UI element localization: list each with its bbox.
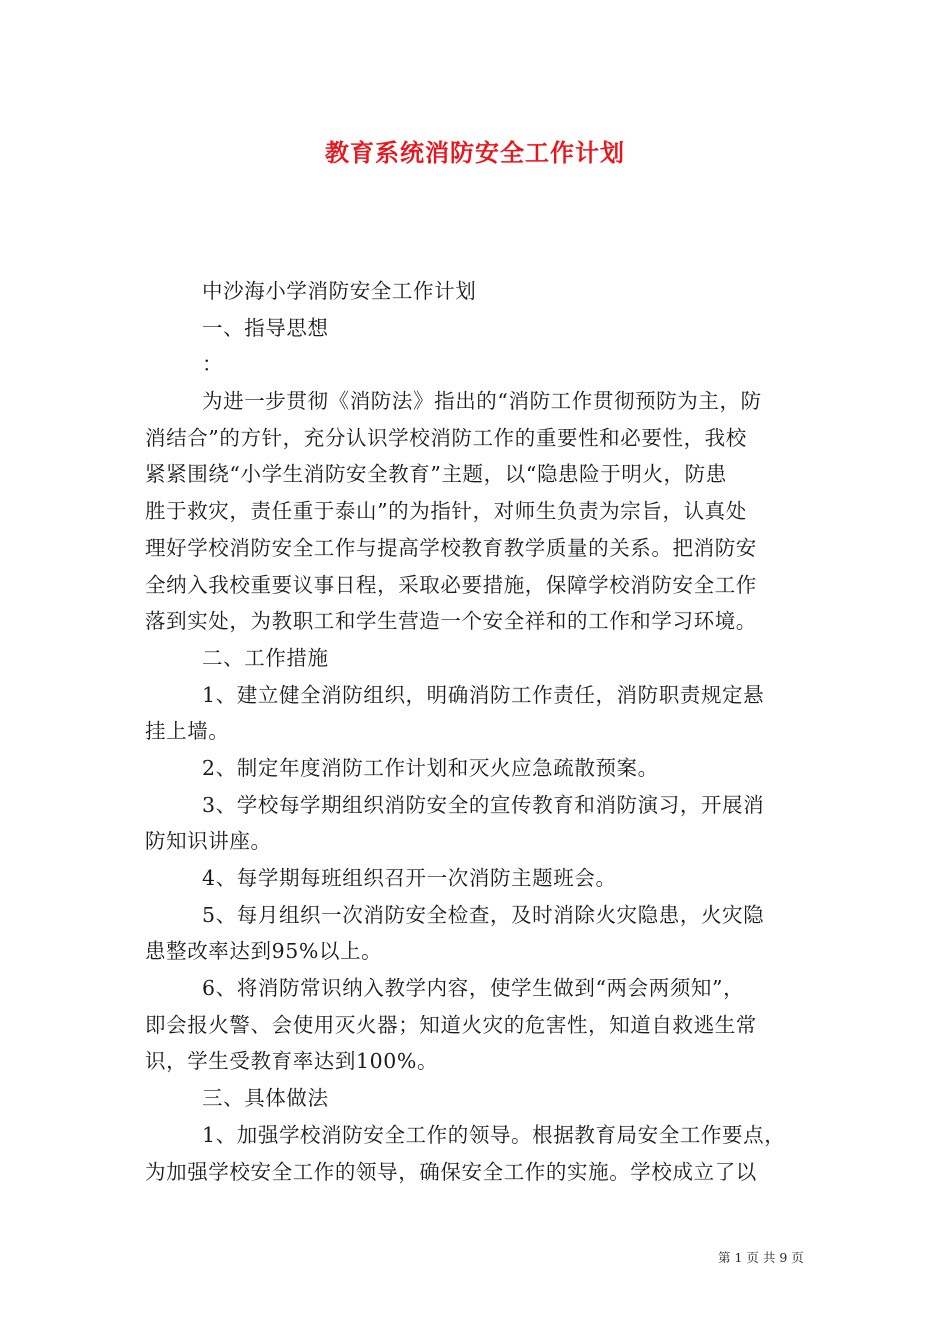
paragraph [145,383,815,640]
text-line: 即会报火警、会使用灭火器；知道火灾的危害性，知道自救逃生常 [145,1012,757,1037]
paragraph [145,750,815,787]
paragraph [145,273,815,310]
text-line: 为加强学校安全工作的领导，确保安全工作的实施。学校成立了以 [145,1159,757,1184]
text-line: ： [202,352,224,377]
text-line: 理好学校消防安全工作与提高学校教育教学质量的关系。把消防安 [145,535,757,560]
text-line: 三、具体做法 [202,1086,329,1111]
paragraph [145,1117,815,1190]
text-line: 识，学生受教育率达到100%。 [145,1049,439,1074]
text-line: 挂上墙。 [145,719,230,744]
text-line: 一、指导思想 [202,315,329,340]
paragraph [145,970,815,1080]
paragraph [145,787,815,860]
text-line: 消结合”的方针，充分认识学校消防工作的重要性和必要性，我校 [145,425,747,450]
text-line: 全纳入我校重要议事日程，采取必要措施，保障学校消防安全工作 [145,572,757,597]
text-line: 二、工作措施 [202,645,329,670]
text-line: 1、建立健全消防组织，明确消防工作责任，消防职责规定悬 [202,682,765,707]
paragraph [145,897,815,970]
text-line: 患整改率达到95%以上。 [145,939,383,964]
text-line: 4、每学期每班组织召开一次消防主题班会。 [202,866,617,890]
document-title: 教育系统消防安全工作计划 [325,138,625,167]
text-line: 为进一步贯彻《消防法》指出的“消防工作贯彻预防为主，防 [202,389,762,414]
text-line: 5、每月组织一次消防安全检查，及时消除火灾隐患，火灾隐 [202,902,765,927]
paragraph [145,677,815,750]
text-line: 落到实处，为教职工和学生营造一个安全祥和的工作和学习环境。 [145,609,757,634]
paragraph [145,1080,815,1117]
text-line: 6、将消防常识纳入教学内容，使学生做到“两会两须知”， [202,976,745,1001]
document-body [145,273,815,1190]
text-line: 中沙海小学消防安全工作计划 [202,279,477,303]
text-line: 紧紧围绕“小学生消防安全教育”主题，以“隐患险于明火，防患 [145,462,727,487]
paragraph [145,346,815,383]
text-line: 3、学校每学期组织消防安全的宣传教育和消防演习，开展消 [202,792,765,817]
paragraph [145,640,815,677]
text-line: 2、制定年度消防工作计划和灭火应急疏散预案。 [202,755,659,780]
text-line: 胜于救灾，责任重于泰山”的为指针，对师生负责为宗旨，认真处 [145,499,747,524]
text-line: 1、加强学校消防安全工作的领导。根据教育局安全工作要点， [202,1122,786,1147]
page-indicator: 第 1 页 共 9 页 [718,1250,804,1265]
text-line: 防知识讲座。 [145,829,272,854]
paragraph [145,310,815,347]
paragraph [145,860,815,897]
